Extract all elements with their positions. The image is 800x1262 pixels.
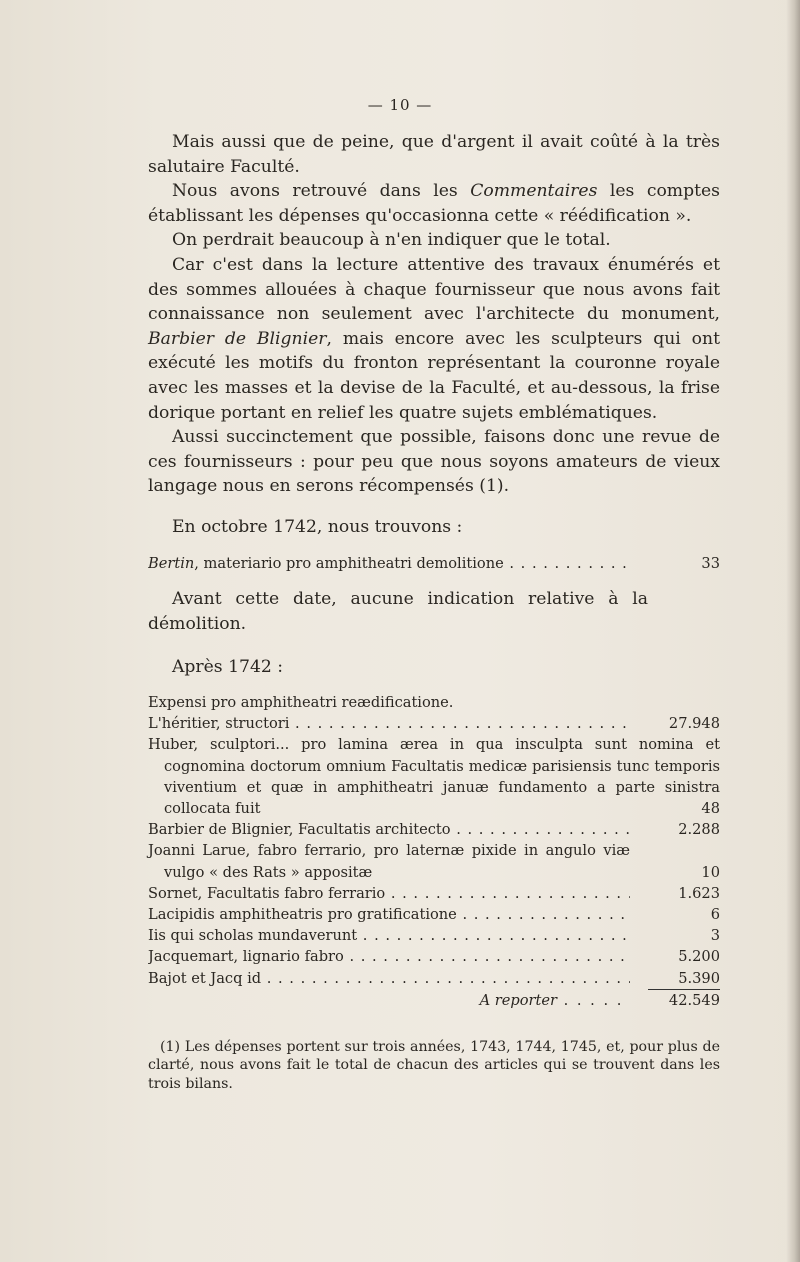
october-heading: En octobre 1742, nous trouvons :: [172, 517, 463, 537]
reporter-row: A reporter . . . . . 42.549: [148, 990, 720, 1011]
ledger-row-multi: Huber, sculptori... pro lamina ærea in qua insculpta sunt nomina et cognomina doctorum omnium Facultatis medicæ parisiensis tunc temporis viventium et quæ in amphitheatri januæ fundamento a parte sinistra collocata fuit 48: [148, 736, 720, 818]
bertin-entry: Bertin, materiario pro amphitheatri demolitione . . . 33: [148, 553, 720, 574]
reporter-amount: 42.549: [668, 991, 720, 1009]
paragraph-5: Aussi succinctement que possible, faisons donc une revue de ces fournisseurs : pour peu que nous soyons amateurs de vieux langage nous en serons récompensés (1).: [148, 427, 720, 497]
expensi-line: Expensi pro amphitheatri reædificatione.: [148, 694, 454, 711]
reporter-label: A reporter: [479, 991, 557, 1009]
ledger-row: Sornet, Facultatis fabro ferrario . . . 1.623: [148, 883, 720, 904]
bertin-amount: 33: [701, 555, 720, 572]
ledger-row-multi: Joanni Larue, fabro ferrario, pro laternæ pixide in angulo viæ vulgo « des Rats » appositæ 10: [148, 842, 720, 881]
page-number: — 10 —: [367, 96, 433, 114]
paragraph-4: Car c'est dans la lecture attentive des travaux énumérés et des sommes allouées à chaque fournisseur que nous avons fait connaissance non seulement avec l'architecte du monument, Barbier de Blignier, mais encore avec les sculpteurs qui ont exécuté les motifs du fronton représentant la couronne royale avec les masses et la devise de la Faculté, et au-dessous, la frise dorique portant en relief les quatre sujets emblématiques.: [148, 254, 720, 423]
paragraph-2: Nous avons retrouvé dans les Commentaires les comptes établissant les dépenses qu'occasionna cette « réédification ».: [148, 181, 721, 226]
footnote: (1) Les dépenses portent sur trois années, 1743, 1744, 1745, et, pour plus de clarté, nous avons fait le total de chacun des articles qui se trouvent dans les trois bilans.: [148, 1039, 720, 1092]
ledger-row: Barbier de Blignier, Facultatis architecto . . . 2.288: [148, 819, 720, 840]
expense-ledger: [148, 692, 720, 1011]
paragraph-1: Mais aussi que de peine, que d'argent il avait coûté à la très salutaire Faculté.: [148, 132, 720, 177]
main-text: [148, 130, 720, 499]
ledger-row: Jacquemart, lignario fabro . . . 5.200: [148, 946, 720, 967]
ledger-row: Bajot et Jacq id . . . 5.390: [148, 968, 720, 989]
ledger-row: Iis qui scholas mundaverunt . . . 3: [148, 925, 720, 946]
apres-heading: Après 1742 :: [172, 657, 284, 677]
bertin-name: Bertin: [148, 555, 195, 572]
ledger-row: L'héritier, structori . . . 27.948: [148, 713, 720, 734]
avant-paragraph: Avant cette date, aucune indication relative à la démolition.: [148, 589, 648, 634]
ledger-row: Lacipidis amphitheatris pro gratificatione . . . 6: [148, 904, 720, 925]
paragraph-3: On perdrait beaucoup à n'en indiquer que le total.: [172, 230, 611, 251]
page-edge-shadow: [786, 0, 800, 1262]
